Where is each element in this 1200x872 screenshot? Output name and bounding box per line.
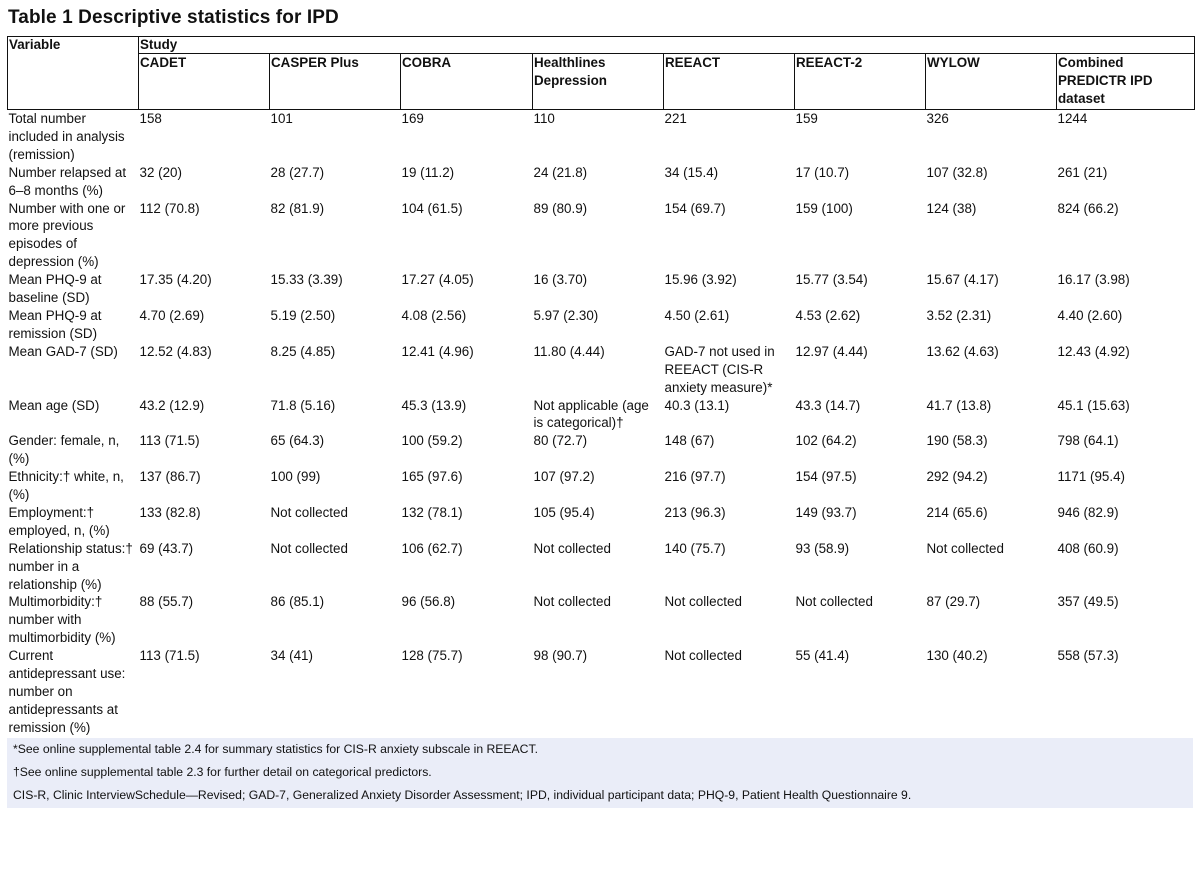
table-cell: Not collected xyxy=(795,594,873,610)
table-cell: 4.40 (2.60) xyxy=(1057,307,1123,323)
table-cell: 41.7 (13.8) xyxy=(926,397,992,413)
table-cell: 159 xyxy=(795,111,818,126)
footnotes xyxy=(7,738,1193,808)
table-cell: 43.3 (14.7) xyxy=(795,397,861,413)
table-row xyxy=(8,271,1195,307)
table-cell: 112 (70.8) xyxy=(139,200,200,216)
column-header: REEACT xyxy=(664,54,795,110)
table-cell: 4.50 (2.61) xyxy=(664,307,730,323)
table-cell: 17.27 (4.05) xyxy=(401,272,474,288)
table-cell: 214 (65.6) xyxy=(926,504,988,520)
table-cell: 71.8 (5.16) xyxy=(270,397,336,413)
table-cell: 221 xyxy=(664,111,687,126)
variable-header: Variable xyxy=(8,37,139,54)
table-cell: 408 (60.9) xyxy=(1057,540,1119,556)
table-cell: 65 (64.3) xyxy=(270,433,325,449)
table-cell: 100 (99) xyxy=(270,469,321,485)
row-label: Gender: female, n, (%) xyxy=(8,433,120,467)
column-header: REEACT-2 xyxy=(795,54,926,110)
table-cell: 104 (61.5) xyxy=(401,200,463,216)
variable-header-spacer xyxy=(8,54,139,110)
table-cell: 107 (32.8) xyxy=(926,164,988,180)
table-row xyxy=(8,200,1195,272)
table-cell: 137 (86.7) xyxy=(139,469,201,485)
table-cell: 558 (57.3) xyxy=(1057,648,1119,664)
table-cell: 80 (72.7) xyxy=(533,433,588,449)
table-cell: 158 xyxy=(139,111,162,126)
table-cell: 148 (67) xyxy=(664,433,715,449)
table-cell: 798 (64.1) xyxy=(1057,433,1119,449)
table-cell: 113 (71.5) xyxy=(139,433,200,449)
table-cell: 101 xyxy=(270,111,293,126)
table-cell: 102 (64.2) xyxy=(795,433,857,449)
footnote-categorical: †See online supplemental table 2.3 for further detail on categorical predictors. xyxy=(13,765,432,779)
table-cell: 1171 (95.4) xyxy=(1057,469,1125,485)
row-label: Relationship status:† number in a relationship (%) xyxy=(8,540,133,592)
table-cell: 98 (90.7) xyxy=(533,648,588,664)
table-cell: 8.25 (4.85) xyxy=(270,343,336,359)
table-cell: 88 (55.7) xyxy=(139,594,194,610)
table-cell: 105 (95.4) xyxy=(533,504,595,520)
table-cell: 16.17 (3.98) xyxy=(1057,272,1130,288)
table-cell: 140 (75.7) xyxy=(664,540,726,556)
table-cell: 110 xyxy=(533,111,555,126)
table-cell: 12.41 (4.96) xyxy=(401,343,474,359)
table-title: Table 1 Descriptive statistics for IPD xyxy=(8,7,339,28)
table-cell: GAD-7 not used in REEACT (CIS-R anxiety measure)* xyxy=(664,343,775,395)
table-cell: 19 (11.2) xyxy=(401,164,455,180)
table-cell: 3.52 (2.31) xyxy=(926,307,992,323)
row-label: Mean GAD-7 (SD) xyxy=(8,343,118,359)
table-cell: 17 (10.7) xyxy=(795,164,850,180)
table-row xyxy=(8,432,1195,468)
row-label: Total number included in analysis (remission) xyxy=(8,111,125,162)
study-header: Study xyxy=(139,37,1195,54)
table-cell: 133 (82.8) xyxy=(139,504,201,520)
table-row xyxy=(8,110,1195,164)
table-cell: 12.97 (4.44) xyxy=(795,343,868,359)
table-cell: 11.80 (4.44) xyxy=(533,343,605,359)
table-cell: 40.3 (13.1) xyxy=(664,397,730,413)
table-cell: 82 (81.9) xyxy=(270,200,325,216)
table-cell: 96 (56.8) xyxy=(401,594,456,610)
table-cell: 154 (97.5) xyxy=(795,469,857,485)
table-cell: 326 xyxy=(926,111,949,126)
row-label: Number relapsed at 6–8 months (%) xyxy=(8,164,127,198)
table-cell: 34 (41) xyxy=(270,648,313,664)
table-cell: 45.1 (15.63) xyxy=(1057,397,1130,413)
table-cell: 100 (59.2) xyxy=(401,433,463,449)
row-label: Ethnicity:† white, n, (%) xyxy=(8,469,124,503)
row-label: Employment:† employed, n, (%) xyxy=(8,504,110,538)
table-cell: 5.97 (2.30) xyxy=(533,307,599,323)
table-cell: 132 (78.1) xyxy=(401,504,463,520)
column-header: CASPER Plus xyxy=(270,54,401,110)
table-cell: 149 (93.7) xyxy=(795,504,857,520)
table-cell: 15.33 (3.39) xyxy=(270,272,343,288)
table-cell: Not collected xyxy=(270,504,348,520)
footnote-anxiety: *See online supplemental table 2.4 for summary statistics for CIS-R anxiety subscale in REEACT. xyxy=(13,742,538,756)
row-label: Multimorbidity:† number with multimorbidity (%) xyxy=(8,594,116,646)
table-cell: 154 (69.7) xyxy=(664,200,726,216)
table-cell: 12.52 (4.83) xyxy=(139,343,212,359)
table-row xyxy=(8,397,1195,433)
row-label: Mean age (SD) xyxy=(8,397,100,413)
row-label: Current antidepressant use: number on antidepressants at remission (%) xyxy=(8,648,126,735)
table-cell: 15.96 (3.92) xyxy=(664,272,737,288)
table-cell: 4.08 (2.56) xyxy=(401,307,467,323)
table-cell: 1244 xyxy=(1057,111,1088,126)
table-cell: 43.2 (12.9) xyxy=(139,397,205,413)
table-cell: 4.53 (2.62) xyxy=(795,307,861,323)
table-cell: 824 (66.2) xyxy=(1057,200,1119,216)
table-cell: 107 (97.2) xyxy=(533,469,595,485)
table-cell: 124 (38) xyxy=(926,200,977,216)
table-cell: Not collected xyxy=(533,594,611,610)
table-cell: Not collected xyxy=(664,648,742,664)
table-cell: 128 (75.7) xyxy=(401,648,463,664)
footnote-abbreviations: CIS-R, Clinic InterviewSchedule—Revised; GAD-7, Generalized Anxiety Disorder Assessment; IPD, individual participant data; PHQ-9, Patient Health Questionnaire 9. xyxy=(13,788,912,802)
table-cell: 159 (100) xyxy=(795,200,853,216)
table-cell: 5.19 (2.50) xyxy=(270,307,336,323)
table-cell: 87 (29.7) xyxy=(926,594,981,610)
table-row xyxy=(8,468,1195,504)
table-cell: 190 (58.3) xyxy=(926,433,988,449)
table-cell: 130 (40.2) xyxy=(926,648,988,664)
table-cell: Not collected xyxy=(270,540,348,556)
row-label: Mean PHQ-9 at remission (SD) xyxy=(8,307,102,341)
row-label: Number with one or more previous episodes of depression (%) xyxy=(8,200,126,270)
table-cell: 86 (85.1) xyxy=(270,594,325,610)
table-cell: 261 (21) xyxy=(1057,164,1108,180)
table-row xyxy=(8,540,1195,594)
table-cell: 106 (62.7) xyxy=(401,540,463,556)
table-cell: 24 (21.8) xyxy=(533,164,588,180)
table-row xyxy=(8,593,1195,647)
row-label: Mean PHQ-9 at baseline (SD) xyxy=(8,272,102,306)
table-cell: 113 (71.5) xyxy=(139,648,200,664)
table-cell: 17.35 (4.20) xyxy=(139,272,212,288)
table-cell: 32 (20) xyxy=(139,164,182,180)
table-cell: 15.77 (3.54) xyxy=(795,272,868,288)
column-header: COBRA xyxy=(401,54,533,110)
table-body xyxy=(8,110,1195,737)
table-cell: 213 (96.3) xyxy=(664,504,726,520)
table-cell: 55 (41.4) xyxy=(795,648,850,664)
table-cell: 292 (94.2) xyxy=(926,469,988,485)
table-cell: 12.43 (4.92) xyxy=(1057,343,1130,359)
table-row xyxy=(8,164,1195,200)
table-cell: 89 (80.9) xyxy=(533,200,588,216)
column-header: Combined PREDICTR IPD dataset xyxy=(1057,54,1195,110)
table-cell: 28 (27.7) xyxy=(270,164,325,180)
table-cell: 34 (15.4) xyxy=(664,164,719,180)
table-cell: 16 (3.70) xyxy=(533,272,588,288)
table-cell: 45.3 (13.9) xyxy=(401,397,467,413)
column-header: Healthlines Depression xyxy=(533,54,664,110)
table-row xyxy=(8,343,1195,397)
table-cell: 357 (49.5) xyxy=(1057,594,1119,610)
table-cell: 169 xyxy=(401,111,424,126)
column-header: WYLOW xyxy=(926,54,1057,110)
table-cell: 69 (43.7) xyxy=(139,540,194,556)
table-cell: Not collected xyxy=(664,594,742,610)
table-cell: 216 (97.7) xyxy=(664,469,726,485)
table-cell: 13.62 (4.63) xyxy=(926,343,999,359)
table-cell: 93 (58.9) xyxy=(795,540,850,556)
table-cell: 15.67 (4.17) xyxy=(926,272,999,288)
column-header: CADET xyxy=(139,54,270,110)
table-cell: Not collected xyxy=(533,540,611,556)
descriptive-statistics-table xyxy=(7,36,1195,737)
table-row xyxy=(8,307,1195,343)
table-cell: 4.70 (2.69) xyxy=(139,307,205,323)
table-row xyxy=(8,647,1195,737)
table-cell: Not applicable (age is categorical)† xyxy=(533,397,649,431)
table-row xyxy=(8,504,1195,540)
table-cell: 165 (97.6) xyxy=(401,469,463,485)
table-cell: 946 (82.9) xyxy=(1057,504,1119,520)
table-cell: Not collected xyxy=(926,540,1004,556)
